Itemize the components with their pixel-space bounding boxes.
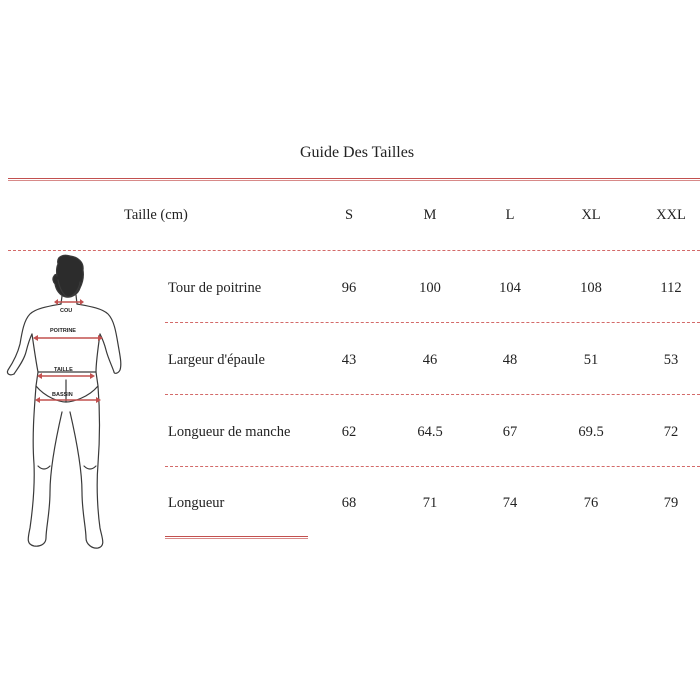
table-cell: 71 [422,495,438,511]
bottom-divider [165,536,308,539]
table-cell: 72 [663,424,679,440]
table-cell: 53 [663,352,679,368]
row-label-length: Longueur [168,495,225,511]
size-header-xl: XL [581,207,601,223]
size-header-m: M [423,207,437,223]
table-cell: 100 [419,280,441,296]
table-cell: 64.5 [417,424,443,440]
table-cell: 69.5 [578,424,604,440]
figure-label-bassin: BASSIN [52,392,73,398]
table-cell: 43 [341,352,357,368]
figure-label-cou: COU [60,308,73,314]
row-divider [165,466,700,467]
size-header-xxl: XXL [656,207,686,223]
table-cell: 96 [341,280,357,296]
row-label-chest: Tour de poitrine [168,280,262,296]
size-header-s: S [344,207,354,223]
row-label-sleeve: Longueur de manche [168,424,291,440]
top-divider [8,178,700,181]
table-cell: 67 [502,424,518,440]
body-measurement-figure [0,252,124,556]
table-cell: 48 [502,352,518,368]
table-cell: 104 [499,280,521,296]
table-cell: 51 [583,352,599,368]
table-cell: 68 [341,495,357,511]
body-outline-illustration [0,252,124,556]
table-cell: 46 [422,352,438,368]
row-divider [165,322,700,323]
unit-label: Taille (cm) [124,207,188,223]
table-cell: 74 [502,495,518,511]
table-cell: 79 [663,495,679,511]
table-cell: 62 [341,424,357,440]
table-cell: 112 [660,280,682,296]
figure-label-poitrine: POITRINE [50,328,76,334]
table-cell: 108 [580,280,602,296]
figure-label-taille: TAILLE [54,367,73,373]
table-cell: 76 [583,495,599,511]
page-title: Guide Des Tailles [299,144,415,161]
header-divider [8,250,700,251]
row-label-shoulder: Largeur d'épaule [168,352,265,368]
size-header-l: L [505,207,515,223]
row-divider [165,394,700,395]
